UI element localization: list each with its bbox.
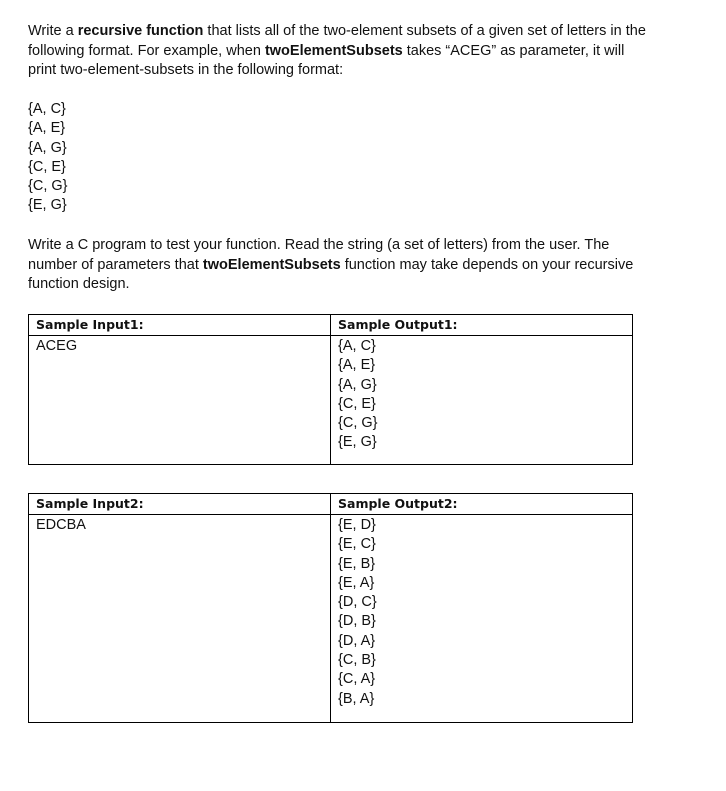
test-bold-function-name: twoElementSubsets	[202, 256, 341, 273]
sample-output-line: {C, A}	[338, 671, 376, 688]
sample-output-line: {E, G}	[338, 434, 377, 451]
sample-output-line: {C, B}	[338, 652, 376, 669]
example-subset: {C, G}	[28, 178, 68, 195]
sample-output-line: {D, A}	[338, 632, 376, 649]
test-text-2: function may take depends on your recursive function design.	[28, 256, 634, 292]
sample-input-2-cell	[29, 515, 331, 723]
sample-output-line: {E, D}	[338, 517, 376, 533]
intro-text-2: that lists all of the two-element subsets of a given set of letters in the following format. For example, when	[28, 23, 646, 59]
sample-output-line: {A, E}	[338, 357, 376, 374]
sample-output-line: {D, C}	[338, 594, 377, 611]
intro-paragraph	[28, 22, 648, 81]
sample-input-2-header: Sample Input2:	[29, 494, 331, 515]
intro-bold-function-name: twoElementSubsets	[264, 42, 403, 59]
sample-input-2-value: EDCBA	[36, 517, 86, 533]
sample-output-line: {E, C}	[338, 536, 376, 553]
sample-output-2-cell	[331, 515, 633, 723]
sample-output-2-header: Sample Output2:	[331, 494, 633, 515]
example-subset: {A, E}	[28, 120, 66, 137]
sample-input-1-header: Sample Input1:	[29, 315, 331, 336]
sample-table-1	[28, 314, 633, 465]
test-text-1: Write a C program to test your function. Read the string (a set of letters) from the user. The number of parameters that	[28, 237, 610, 273]
sample-output-1-cell	[331, 336, 633, 465]
sample-output-line: {C, E}	[338, 395, 376, 412]
sample-output-line: {A, C}	[338, 338, 376, 354]
sample-output-line: {D, B}	[338, 613, 376, 630]
sample-output-1-header: Sample Output1:	[331, 315, 633, 336]
sample-output-line: {E, A}	[338, 574, 375, 591]
example-subset: {C, E}	[28, 158, 66, 175]
example-subset-list	[28, 100, 68, 216]
sample-output-line: {A, G}	[338, 376, 377, 393]
sample-output-line: {E, B}	[338, 555, 376, 572]
example-subset: {A, C}	[28, 101, 66, 117]
example-subset: {E, G}	[28, 197, 67, 214]
sample-output-line: {B, A}	[338, 690, 375, 707]
test-paragraph	[28, 236, 648, 295]
intro-bold-recursive-function: recursive function	[77, 23, 204, 39]
intro-text-3: takes “ACEG” as parameter, it will print two-element-subsets in the following format:	[28, 42, 625, 78]
intro-text-1: Write a	[28, 23, 78, 39]
sample-input-1-value: ACEG	[36, 338, 78, 354]
sample-table-2	[28, 493, 633, 723]
sample-input-1-cell	[29, 336, 331, 465]
sample-output-line: {C, G}	[338, 415, 378, 432]
example-subset: {A, G}	[28, 139, 67, 156]
